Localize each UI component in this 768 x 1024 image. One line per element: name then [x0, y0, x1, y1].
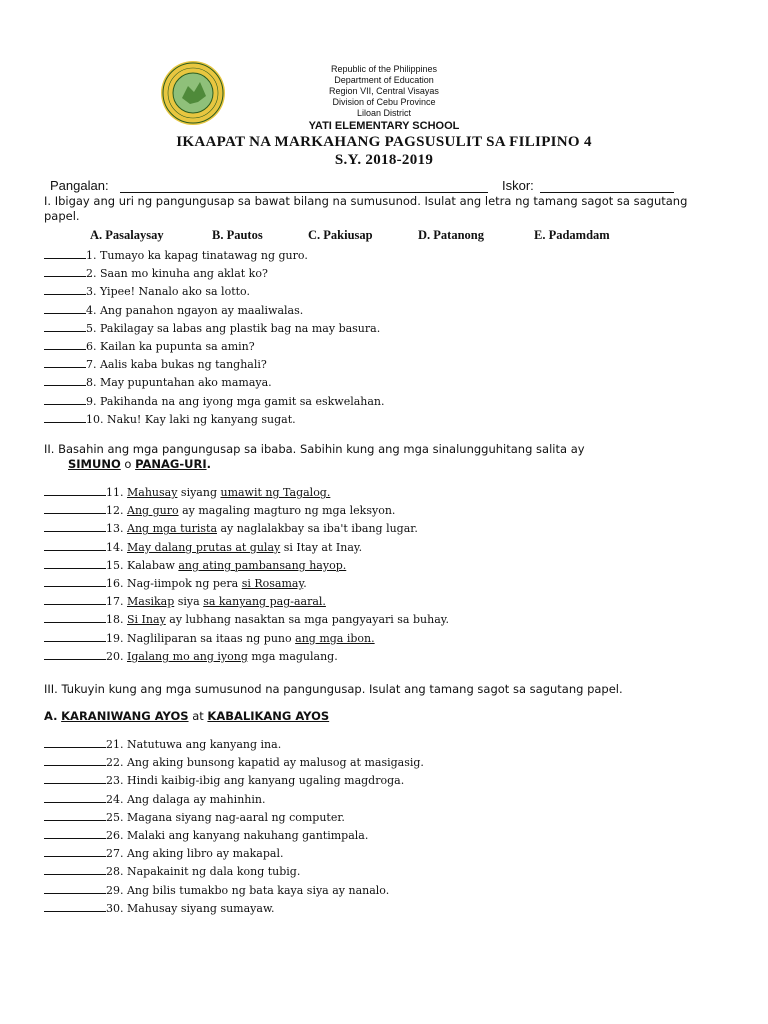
question-text: 1. Tumayo ka kapag tinatawag ng guro.: [86, 249, 308, 262]
question-item: [44, 302, 303, 318]
question-text: 22. Ang aking bunsong kapatid ay malusog at masigasig.: [106, 756, 424, 770]
sentence-text: ay magaling magturo ng mga leksyon.: [178, 504, 396, 518]
sentence-text: siya: [174, 595, 204, 609]
underlined-phrase: Masikap: [127, 595, 175, 609]
question-number: 12.: [106, 504, 124, 518]
question-text: 24. Ang dalaga ay mahinhin.: [106, 792, 266, 806]
question-text: 10. Naku! Kay laki ng kanyang sugat.: [86, 412, 296, 426]
question-item: [44, 520, 418, 536]
answer-blank[interactable]: [44, 882, 106, 894]
choice-a: A. Pasalaysay: [90, 228, 164, 242]
question-item: [44, 845, 283, 861]
section2-instruction-line: [44, 457, 724, 472]
sentence-text: siyang: [177, 486, 221, 499]
question-item: [44, 557, 346, 573]
question-number: 17.: [106, 595, 124, 609]
answer-blank[interactable]: [44, 863, 106, 875]
underlined-phrase: Ang mga turista: [127, 522, 217, 536]
underlined-phrase: Mahusay: [127, 486, 178, 499]
sentence-text: Nag-iimpok ng pera: [123, 577, 242, 590]
answer-blank[interactable]: [44, 575, 106, 587]
answer-blank[interactable]: [44, 302, 86, 314]
question-item: [44, 900, 275, 916]
answer-blank[interactable]: [44, 502, 106, 514]
question-item: [44, 754, 424, 770]
question-text: 5. Pakilagay sa labas ang plastik bag na may basura.: [86, 321, 381, 335]
underlined-phrase: sa kanyang pag-aaral.: [203, 595, 326, 609]
question-text: 25. Magana siyang nag-aaral ng computer.: [106, 810, 345, 824]
question-item: [44, 630, 375, 646]
answer-blank[interactable]: [44, 484, 106, 496]
sentence-text: Kalabaw: [123, 558, 179, 572]
answer-blank[interactable]: [44, 338, 86, 350]
question-text: 8. May pupuntahan ako mamaya.: [86, 376, 272, 390]
question-number: 16.: [106, 577, 124, 590]
underlined-phrase: ang ating pambansang hayop.: [178, 558, 347, 572]
header-line: Region VII, Central Visayas: [329, 86, 439, 96]
sentence-text: si Itay at Inay.: [280, 540, 363, 554]
score-label: Iskor:: [502, 178, 534, 193]
simuno-word: SIMUNO: [68, 457, 121, 471]
question-item: [44, 827, 368, 843]
question-item: [44, 736, 281, 752]
question-text: 2. Saan mo kinuha ang aklat ko?: [86, 267, 268, 281]
answer-blank[interactable]: [44, 736, 106, 748]
answer-blank[interactable]: [44, 648, 106, 660]
question-number: 13.: [106, 522, 124, 536]
question-text: 28. Napakainit ng dala kong tubig.: [106, 865, 301, 879]
question-item: [44, 338, 255, 354]
subhead-at: at: [192, 709, 204, 723]
choice-c: C. Pakiusap: [308, 228, 373, 242]
header-line: Liloan District: [356, 108, 412, 118]
header-line: Department of Education: [334, 75, 434, 85]
sentence-text: Nagliliparan sa itaas ng puno: [123, 631, 296, 645]
answer-blank[interactable]: [44, 611, 106, 623]
question-item: [44, 809, 345, 825]
answer-blank[interactable]: [44, 845, 106, 857]
answer-blank[interactable]: [44, 539, 106, 551]
header-line: Republic of the Philippines: [330, 64, 438, 74]
question-item: [44, 502, 395, 518]
karaniwang-ayos: KARANIWANG AYOS: [61, 709, 189, 723]
question-item: [44, 882, 389, 898]
question-number: 11.: [106, 486, 124, 499]
answer-blank[interactable]: [44, 772, 106, 784]
question-text: 29. Ang bilis tumakbo ng bata kaya siya ay nanalo.: [106, 883, 390, 897]
question-item: [44, 320, 380, 336]
sentence-text: mga magulang.: [247, 649, 338, 663]
question-item: [44, 611, 449, 627]
or-word: o: [124, 457, 132, 471]
question-text: 9. Pakihanda na ang iyong mga gamit sa eskwelahan.: [86, 394, 385, 408]
name-field[interactable]: [120, 178, 488, 193]
score-field[interactable]: [540, 178, 674, 193]
question-item: [44, 539, 362, 555]
underlined-phrase: Igalang mo ang iyong: [127, 649, 248, 663]
kabalikang-ayos: KABALIKANG AYOS: [207, 709, 330, 723]
question-number: 18.: [106, 613, 124, 627]
question-item: [44, 772, 404, 788]
section3-subheading: [44, 709, 329, 723]
answer-blank[interactable]: [44, 827, 106, 839]
subhead-letter: A.: [44, 709, 58, 723]
sentence-text: .: [303, 577, 307, 590]
choice-e: E. Padamdam: [534, 228, 610, 242]
question-number: 15.: [106, 558, 124, 572]
choice-b: B. Pautos: [212, 228, 263, 242]
answer-blank[interactable]: [44, 411, 86, 423]
question-item: [44, 863, 300, 879]
question-item: [44, 648, 338, 664]
question-text: 23. Hindi kaibig-ibig ang kanyang ugaling magdroga.: [106, 774, 405, 788]
question-item: [44, 484, 330, 500]
question-number: 14.: [106, 540, 124, 554]
period: .: [206, 457, 211, 471]
answer-blank[interactable]: [44, 393, 86, 405]
question-number: 19.: [106, 631, 124, 645]
answer-blank[interactable]: [44, 809, 106, 821]
question-text: 27. Ang aking libro ay makapal.: [106, 847, 284, 861]
exam-title: IKAAPAT NA MARKAHANG PAGSUSULIT SA FILIPINO 4: [176, 134, 592, 150]
header-lines: [0, 64, 768, 119]
sentence-text: ay lubhang nasaktan sa mga pangyayari sa buhay.: [165, 613, 449, 627]
answer-blank[interactable]: [44, 356, 86, 368]
answer-blank[interactable]: [44, 900, 106, 912]
answer-blank[interactable]: [44, 374, 86, 386]
question-item: [44, 791, 265, 807]
underlined-phrase: Ang guro: [127, 504, 179, 518]
question-item: [44, 374, 272, 390]
question-text: 7. Aalis kaba bukas ng tanghali?: [86, 358, 267, 372]
section3-instruction: III. Tukuyin kung ang mga sumusunod na pangungusap. Isulat ang tamang sagot sa sagutang papel.: [44, 682, 623, 696]
section2-instruction: [44, 442, 724, 472]
underlined-phrase: Si Inay: [127, 613, 166, 627]
underlined-phrase: umawit ng Tagalog.: [220, 486, 331, 499]
answer-blank[interactable]: [44, 320, 86, 332]
question-item: [44, 575, 307, 591]
answer-blank[interactable]: [44, 593, 106, 605]
question-item: [44, 593, 326, 609]
answer-blank[interactable]: [44, 265, 86, 277]
header-line: Division of Cebu Province: [332, 97, 436, 107]
name-label: Pangalan:: [50, 178, 109, 193]
answer-blank[interactable]: [44, 557, 106, 569]
section2-instruction-line: II. Basahin ang mga pangungusap sa ibaba. Sabihin kung ang mga sinalungguhitang salita ay: [44, 442, 585, 456]
question-number: 20.: [106, 649, 124, 663]
question-item: [44, 247, 308, 263]
section1-instruction-line: I. Ibigay ang uri ng pangungusap sa bawat bilang na sumusunod. Isulat ang letra ng tamang sagot sa sagutang: [44, 194, 688, 208]
section1-instruction-line: papel.: [44, 209, 80, 223]
section1-instruction: [44, 194, 724, 224]
question-item: [44, 265, 268, 281]
answer-blank[interactable]: [44, 520, 106, 532]
panaguri-word: PANAG-URI: [135, 457, 207, 471]
question-text: 26. Malaki ang kanyang nakuhang gantimpala.: [106, 829, 369, 842]
answer-blank[interactable]: [44, 247, 86, 259]
answer-blank[interactable]: [44, 791, 106, 803]
question-text: 6. Kailan ka pupunta sa amin?: [86, 340, 255, 353]
answer-blank[interactable]: [44, 283, 86, 295]
answer-blank[interactable]: [44, 754, 106, 766]
school-year: S.Y. 2018-2019: [334, 152, 434, 168]
answer-blank[interactable]: [44, 630, 106, 642]
choice-d: D. Patanong: [418, 228, 484, 242]
question-item: [44, 411, 296, 427]
question-item: [44, 283, 250, 299]
question-item: [44, 393, 385, 409]
question-text: 3. Yipee! Nanalo ako sa lotto.: [86, 285, 250, 299]
question-text: 4. Ang panahon ngayon ay maaliwalas.: [86, 303, 304, 317]
question-item: [44, 356, 267, 372]
underlined-phrase: si Rosamay: [241, 577, 304, 590]
question-text: 30. Mahusay siyang sumayaw.: [106, 901, 275, 915]
school-name: YATI ELEMENTARY SCHOOL: [308, 120, 460, 132]
underlined-phrase: ang mga ibon.: [295, 631, 375, 645]
question-text: 21. Natutuwa ang kanyang ina.: [106, 738, 282, 751]
underlined-phrase: May dalang prutas at gulay: [127, 540, 281, 554]
sentence-text: ay naglalakbay sa iba't ibang lugar.: [217, 522, 418, 536]
